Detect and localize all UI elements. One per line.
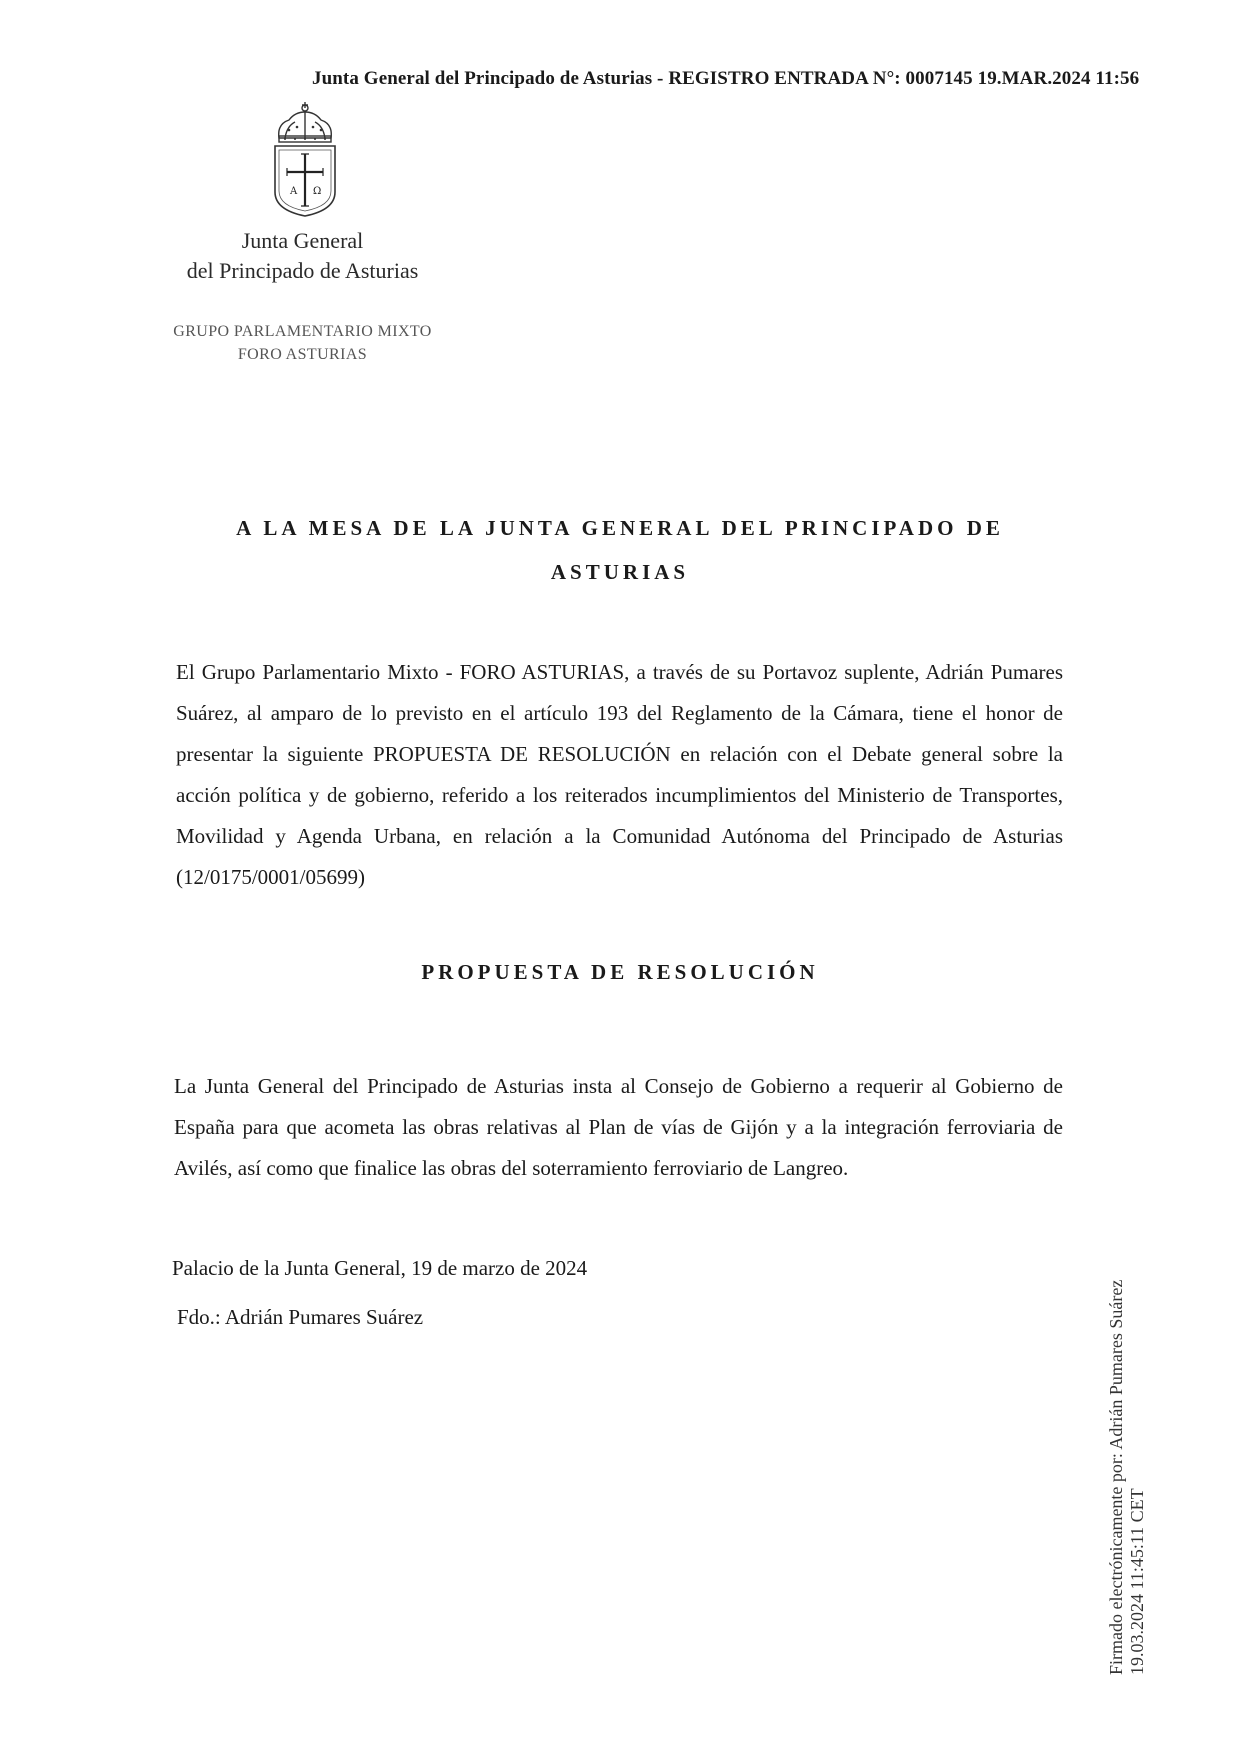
addressee-line1: A LA MESA DE LA JUNTA GENERAL DEL PRINCIPADO DE (236, 516, 1004, 540)
institution-name-line1: Junta General (241, 228, 364, 253)
electronic-signature-stamp (1106, 1245, 1152, 1675)
resolution-paragraph: La Junta General del Principado de Asturias insta al Consejo de Gobierno a requerir al Gobierno de España para que acometa las obras relativas al Plan de vías de Gijón y a la integración ferroviaria de Avilés, así como que finalice las obras del soterramiento ferroviario de Langreo. (174, 1074, 1063, 1180)
parliamentary-group-line1: GRUPO PARLAMENTARIO MIXTO (173, 323, 432, 340)
registry-entry-stamp: Junta General del Principado de Asturias - REGISTRO ENTRADA N°: 0007145 19.MAR.2024 11:56 (312, 68, 1140, 89)
intro-paragraph: El Grupo Parlamentario Mixto - FORO ASTURIAS, a través de su Portavoz suplente, Adrián Pumares Suárez, al amparo de lo previsto en el artículo 193 del Reglamento de la Cámara, tiene el honor de presentar la siguiente PROPUESTA DE RESOLUCIÓN en relación con el Debate general sobre la acción política y de gobierno, referido a los reiterados incumplimientos del Ministerio de Transportes, Movilidad y Agenda Urbana, en relación a la Comunidad Autónoma del Principado de Asturias (12/0175/0001/05699) (176, 660, 1063, 889)
place-date: Palacio de la Junta General, 19 de marzo de 2024 (172, 1256, 588, 1280)
svg-text:Ω: Ω (313, 186, 322, 197)
asturias-coat-of-arms-icon (265, 100, 345, 218)
parliamentary-group (140, 320, 465, 366)
institution-name-line2: del Principado de Asturias (186, 258, 419, 283)
electronic-signature-line2: 19.03.2024 11:45:11 CET (1127, 1488, 1147, 1675)
svg-text:A: A (290, 186, 298, 197)
institution-name (150, 226, 455, 286)
electronic-signature-line1: Firmado electrónicamente por: Adrián Pumares Suárez (1106, 1279, 1126, 1675)
parliamentary-group-line2: FORO ASTURIAS (237, 346, 368, 363)
addressee-heading (170, 506, 1070, 594)
proposal-title: PROPUESTA DE RESOLUCIÓN (421, 960, 819, 984)
addressee-line2: ASTURIAS (550, 560, 690, 584)
signed-by: Fdo.: Adrián Pumares Suárez (177, 1305, 424, 1329)
